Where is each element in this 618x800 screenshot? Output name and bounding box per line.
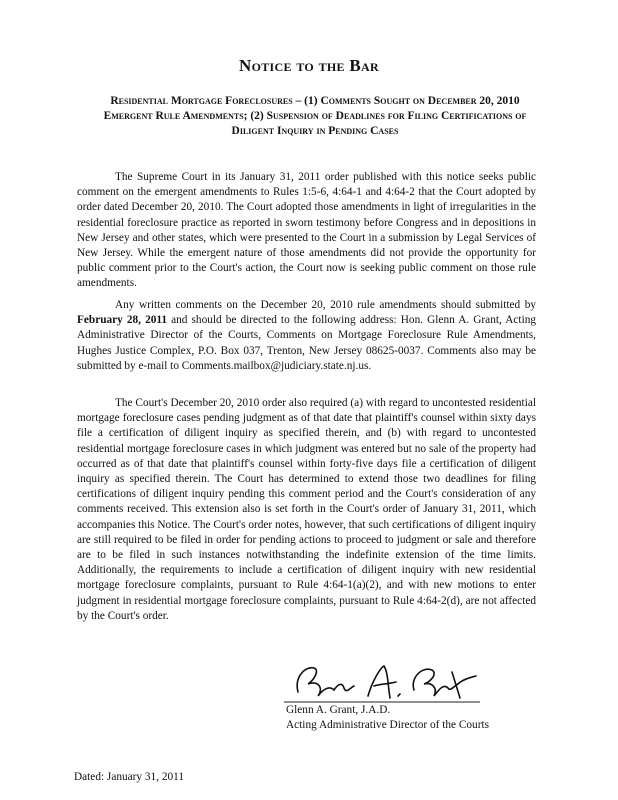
notice-subtitle: Residential Mortgage Foreclosures – (1) Comments Sought on December 20, 2010 Emergent Rule Amendments; (2) Suspension of Deadlines for Filing Certifications of Diligent Inquiry in Pending Cases <box>103 95 527 137</box>
page-title: Notice to the Bar <box>239 56 379 75</box>
paragraph-submission-instructions <box>77 298 536 374</box>
signatory-name: Glenn A. Grant, J.A.D. <box>286 704 391 716</box>
signature-block <box>286 703 489 733</box>
paragraph-public-comment: The Supreme Court in its January 31, 2011 order published with this notice seeks public comment on the emergent amendments to Rules 1:5-6, 4:64-1 and 4:64-2 that the Court adopted by order dated December 20, 2010. The Court adopted those amendments in light of irregularities in the residential foreclosure practice as reported in sworn testimony before Congress and in depositions in New Jersey and other states, which were presented to the Court in a submission by Legal Services of New Jersey. While the emergent nature of those amendments did not provide the opportunity for public comment prior to the Court's action, the Court now is seeking public comment on those rule amendments. <box>77 171 536 290</box>
comment-deadline: February 28, 2011 <box>77 314 168 327</box>
paragraph-deadline-suspension: The Court's December 20, 2010 order also required (a) with regard to uncontested residential mortgage foreclosure cases pending judgment as of that date that plaintiff's counsel within sixty days file a certification of diligent inquiry as specified therein, and (b) with regard to uncontested residential mortgage foreclosure cases in which judgment was entered but no sale of the property had occurred as of that date that plaintiff's counsel within forty-five days file a certification of diligent inquiry as specified therein. The Court has determined to extend those two deadlines for filing certifications of diligent inquiry pending this comment period and the Court's consideration of any comments received. This extension also is set forth in the Court's order of January 31, 2011, which accompanies this Notice. The Court's order notes, however, that such certifications of diligent inquiry are still required to be filed in order for pending actions to proceed to judgment or sale and therefore are to be filed in such instances notwithstanding the indefinite extension of the time limits. Additionally, the requirements to include a certification of diligent inquiry with new residential mortgage foreclosure complaints, pursuant to Rule 4:64-1(a)(2), and with new motions to enter judgment in residential mortgage foreclosure complaints, pursuant to Rule 4:64-2(d), are not affected by the Court's order. <box>77 397 536 622</box>
signatory-title: Acting Administrative Director of the Courts <box>286 719 489 731</box>
submission-text-before: Any written comments on the December 20, 2010 rule amendments should submitted by <box>115 299 536 311</box>
submission-text-after: and should be directed to the following address: Hon. Glenn A. Grant, Acting Administrative Director of the Courts, Comments on Mortgage Foreclosure Rule Amendments, Hughes Justice Complex, P.O. Box 037, Trenton, New Jersey 08625-0037. Comments also may be submitted by e-mail to Comments.mailbox@judiciary.state.nj.us. <box>77 314 536 372</box>
date-line: Dated: January 31, 2011 <box>74 771 185 783</box>
